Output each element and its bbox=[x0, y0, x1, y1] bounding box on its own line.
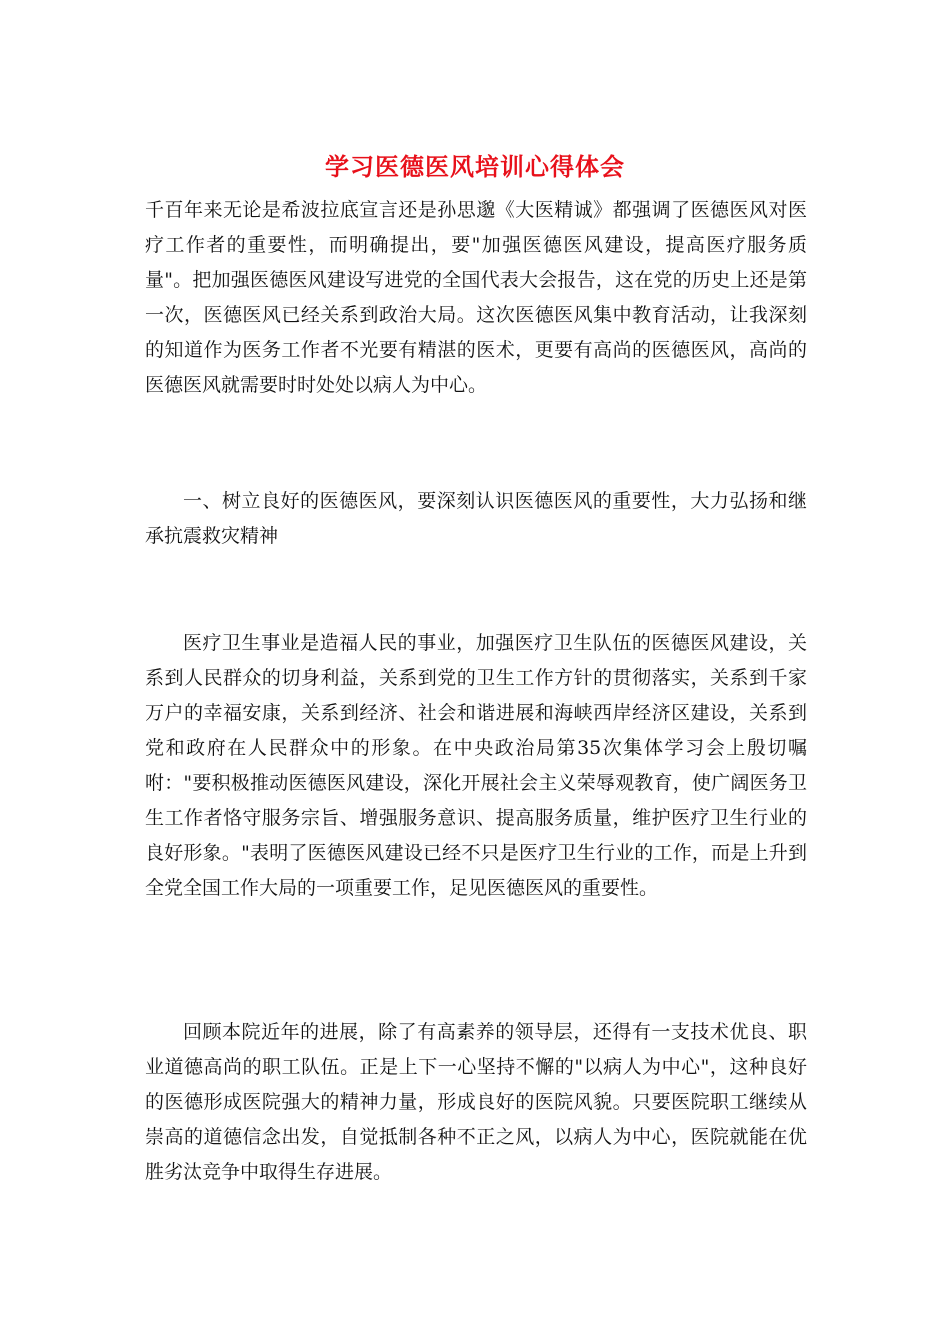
paragraph-intro: 千百年来无论是希波拉底宣言还是孙思邈《大医精诚》都强调了医德医风对医疗工作者的重要性，而明确提出，要"加强医德医风建设，提高医疗服务质量"。把加强医德医风建设写进党的全国代表大会报告，这在党的历史上还是第一次，医德医风已经关系到政治大局。这次医德医风集中教育活动，让我深刻的知道作为医务工作者不光要有精湛的医术，更要有高尚的医德医风，高尚的医德医风就需要时时处处以病人为中心。 bbox=[145, 199, 807, 396]
paragraph-medical-work: 医疗卫生事业是造福人民的事业，加强医疗卫生队伍的医德医风建设，关系到人民群众的切身利益，关系到党的卫生工作方针的贯彻落实，关系到千家万户的幸福安康，关系到经济、社会和谐进展和海峡西岸经济区建设，关系到党和政府在人民群众中的形象。在中央政治局第35次集体学习会上殷切嘱咐："要积极推动医德医风建设，深化开展社会主义荣辱观教育，使广阔医务卫生工作者恪守服务宗旨、增强服务意识、提高服务质量，维护医疗卫生行业的良好形象。"表明了医德医风建设已经不只是医疗卫生行业的工作，而是上升到全党全国工作大局的一项重要工作，足见医德医风的重要性。 bbox=[145, 632, 807, 899]
paragraph-section-heading-1: 一、树立良好的医德医风，要深刻认识医德医风的重要性，大力弘扬和继承抗震救灾精神 bbox=[145, 490, 807, 547]
paragraph-hospital-review: 回顾本院近年的进展，除了有高素养的领导层，还得有一支技术优良、职业道德高尚的职工队伍。正是上下一心坚持不懈的"以病人为中心"，这种良好的医德形成医院强大的精神力量，形成良好的医院风貌。只要医院职工继续从崇高的道德信念出发，自觉抵制各种不正之风，以病人为中心，医院就能在优胜劣汰竞争中取得生存进展。 bbox=[145, 1021, 807, 1183]
document-title: 学习医德医风培训心得体会 bbox=[325, 152, 625, 181]
